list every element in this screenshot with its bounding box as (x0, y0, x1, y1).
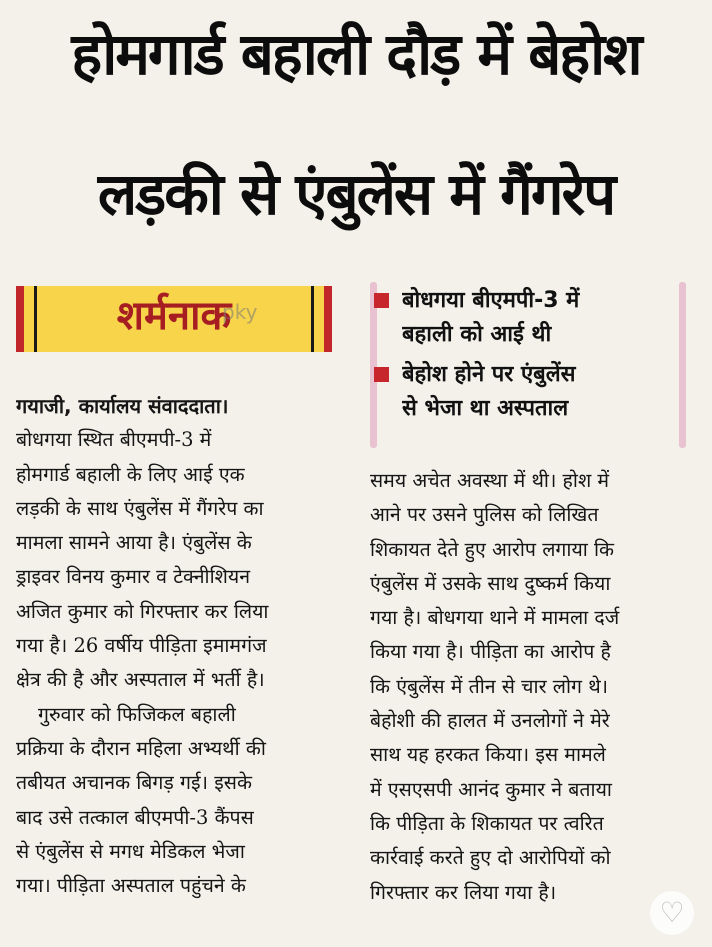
article-line: बेहोशी की हालत में उनलोगों ने मेरे (370, 709, 610, 733)
highlight-line: बोधगया बीएमपी-3 में (402, 288, 580, 313)
article-line: तबीयत अचानक बिगड़ गई। इसके (16, 771, 252, 795)
article-line: गिरफ्तार कर लिया गया है। (370, 880, 557, 904)
dateline: गयाजी, कार्यालय संवाददाता। (16, 394, 229, 418)
article-line: कार्रवाई करते हुए दो आरोपियों को (370, 846, 611, 870)
article-line: शिकायत देते हुए आरोप लगाया कि (370, 537, 615, 561)
bullet-square-icon (374, 367, 389, 382)
article-column-2 (370, 464, 700, 910)
highlight-item (402, 358, 672, 427)
article-line: लड़की के साथ एंबुलेंस में गैंगरेप का (16, 496, 264, 520)
article-line: कि एंबुलेंस में तीन से चार लोग थे। (370, 674, 609, 698)
article-line: गया है। 26 वर्षीय पीड़िता इमामगंज (16, 634, 267, 658)
highlight-line: से भेजा था अस्पताल (402, 396, 569, 422)
highlights-box (368, 282, 688, 450)
bullet-square-icon (374, 293, 389, 308)
article-line: मामला सामने आया है। एंबुलेंस के (16, 531, 252, 555)
article-line: किया गया है। पीड़िता का आरोप है (370, 640, 611, 664)
article-line: एंबुलेंस में उसके साथ दुष्कर्म किया (370, 571, 611, 595)
highlight-item (402, 284, 672, 353)
article-line: समय अचेत अवस्था में थी। होश में (370, 469, 610, 492)
article-line: गया। पीड़िता अस्पताल पहुंचने के (16, 874, 246, 898)
article-line: कि पीड़िता के शिकायत पर त्वरित (370, 811, 604, 835)
article-column-1 (16, 389, 356, 903)
article-line: से एंबुलेंस से मगध मेडिकल भेजा (16, 839, 245, 863)
article-line: प्रक्रिया के दौरान महिला अभ्यर्थी की (16, 736, 266, 760)
highlight-line: बेहोश होने पर एंबुलेंस (402, 362, 576, 387)
kicker-box (16, 286, 332, 352)
highlight-line: बहाली को आई थी (402, 322, 552, 348)
article-line: में एसएसपी आनंद कुमार ने बताया (370, 777, 612, 801)
headline-line-2: लड़की से एंबुलेंस में गैंगरेप (97, 160, 615, 228)
headline-line-1: होमगार्ड बहाली दौड़ में बेहोश (71, 20, 641, 88)
article-line: बाद उसे तत्काल बीएमपी-3 कैंपस (16, 805, 254, 829)
watermark: pky (222, 300, 258, 324)
article-line: होमगार्ड बहाली के लिए आई एक (16, 462, 245, 486)
article-line: साथ यह हरकत किया। इस मामले (370, 743, 606, 767)
heart-icon[interactable]: ♡ (650, 891, 694, 935)
article-line: क्षेत्र की है और अस्पताल में भर्ती है। (16, 668, 265, 692)
article-line: अजित कुमार को गिरफ्तार कर लिया (16, 599, 269, 623)
highlight-bar-right (679, 282, 686, 448)
article-line: आने पर उसने पुलिस को लिखित (370, 503, 599, 527)
article-line: गुरुवार को फिजिकल बहाली (38, 702, 236, 726)
article-line: बोधगया स्थित बीएमपी-3 में (16, 428, 212, 452)
article-line: गया है। बोधगया थाने में मामला दर्ज (370, 606, 620, 630)
kicker-label: शर्मनाक (116, 293, 232, 339)
article-line: ड्राइवर विनय कुमार व टेक्नीशियन (16, 565, 251, 589)
